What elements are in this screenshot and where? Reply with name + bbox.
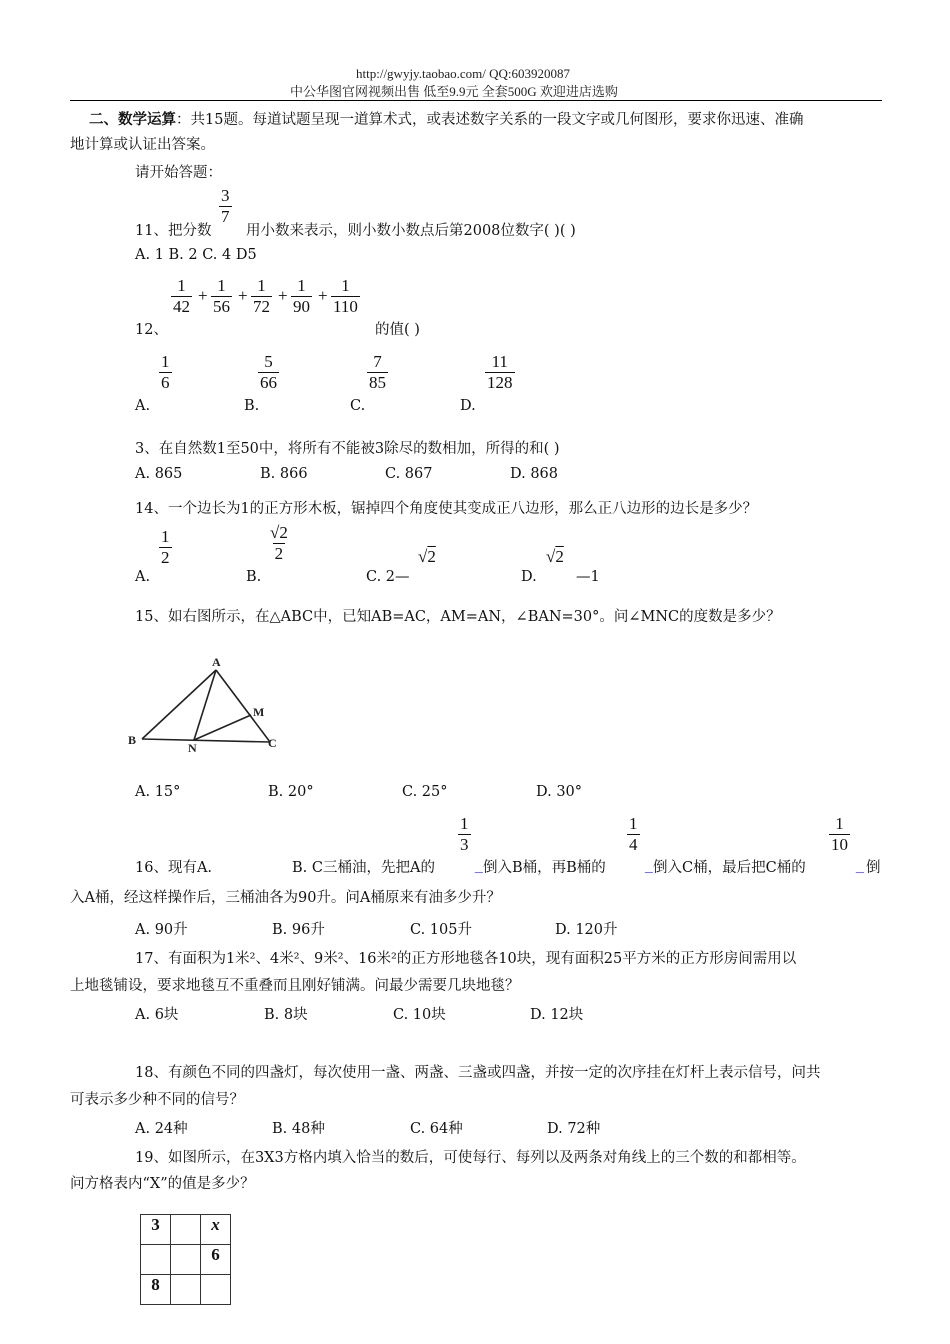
q16-part-3: 倒入B桶，再B桶的 — [483, 860, 606, 876]
q18-option-a: A. 24种 — [135, 1121, 188, 1137]
grid-row — [141, 1275, 231, 1305]
section-intro-line-2: 地计算或认证出答案。 — [70, 137, 215, 153]
grid-cell: 3 — [141, 1215, 171, 1245]
point-m-label: M — [253, 705, 265, 719]
sqrt-icon: √ — [418, 547, 428, 566]
q16-option-c: C. 105升 — [410, 922, 472, 938]
start-prompt: 请开始答题： — [135, 165, 222, 181]
vertex-b-label: B — [128, 733, 137, 747]
grid-cell: x — [201, 1215, 231, 1245]
q16-part-5: 倒 — [866, 860, 881, 876]
header-rule — [70, 100, 882, 101]
q17-option-d: D. 12块 — [530, 1007, 584, 1023]
q17-option-a: A. 6块 — [135, 1007, 179, 1023]
section-intro-line-1: 二、数学运算：共15题。每道试题呈现一道算术式，或表述数字关系的一段文字或几何图形，要求你迅速、准确 — [89, 111, 804, 128]
q14-opt-d-sqrt: √2 — [546, 547, 564, 566]
q14-opt-c-sqrt: √2 — [418, 547, 436, 566]
q16-line-2: 入A桶，经这样操作后，三桶油各为90升。问A桶原来有油多少升？ — [70, 890, 501, 906]
q14-text: 14、一个边长为1的正方形木板，锯掉四个角度使其变成正八边形，那么正八边形的边长是多少？ — [135, 501, 758, 517]
q12-plus-3: + — [278, 286, 288, 305]
q16-part-2: B. C三桶油，先把A的 — [292, 860, 435, 876]
q18-option-d: D. 72种 — [547, 1121, 601, 1137]
q12-opt-b-label: B. — [244, 398, 260, 414]
q12-opt-a-label: A. — [135, 398, 151, 414]
q11-prefix: 11、把分数 — [135, 223, 212, 239]
q16-option-b: B. 96升 — [272, 922, 325, 938]
vertex-a-label: A — [212, 655, 221, 669]
q18-line-1: 18、有颜色不同的四盏灯，每次使用一盏、两盏、三盏或四盏，并按一定的次序挂在灯杆上表示信号，问共 — [135, 1065, 821, 1081]
q14-opt-d-suffix: —1 — [576, 569, 600, 585]
q12-plus-2: + — [238, 286, 248, 305]
q12-frac-3: $\frac{1}{72}$ — [253, 276, 270, 316]
q12-frac-2: $\frac{1}{56}$ — [213, 276, 230, 316]
q14-opt-d-label: D. — [521, 569, 537, 585]
q16-blank-2: _ — [645, 857, 653, 873]
q16-part-1: 16、现有A. — [135, 860, 213, 876]
grid-cell — [171, 1275, 201, 1305]
q16-blank-1: _ — [475, 857, 483, 873]
q12-plus-1: + — [198, 286, 208, 305]
q13-option-a: A. 865 — [135, 466, 183, 482]
q16-option-a: A. 90升 — [135, 922, 188, 938]
q17-option-b: B. 8块 — [264, 1007, 308, 1023]
q12-text: 的值( ) — [375, 322, 420, 338]
grid-cell — [171, 1215, 201, 1245]
q12-frac-1: $\frac{1}{42}$ — [173, 276, 190, 316]
section-title: 二、数学运算 — [89, 111, 176, 128]
q15-option-b: B. 20° — [268, 784, 314, 800]
grid-row — [141, 1215, 231, 1245]
q15-text: 15、如右图所示，在△ABC中，已知AB=AC，AM=AN，∠BAN=30°。问∠MNC的度数是多少？ — [135, 609, 781, 625]
q14-opt-b-fraction: $\frac{√2}{2}$ — [270, 523, 288, 563]
q15-option-a: A. 15° — [135, 784, 181, 800]
q12-frac-4: $\frac{1}{90}$ — [293, 276, 310, 316]
q18-option-b: B. 48种 — [272, 1121, 325, 1137]
grid-row — [141, 1245, 231, 1275]
q13-option-c: C. 867 — [385, 466, 433, 482]
q17-line-2: 上地毯铺设，要求地毯互不重叠而且刚好铺满。问最少需要几块地毯？ — [70, 978, 520, 994]
vertex-c-label: C — [268, 736, 277, 750]
grid-cell — [141, 1245, 171, 1275]
q16-blank-3: _ — [856, 857, 864, 873]
header-line-2: 中公华图官网视频出售 低至9.9元 全套500G 欢迎进店选购 — [290, 84, 618, 99]
q18-option-c: C. 64种 — [410, 1121, 463, 1137]
q11-options: A. 1 B. 2 C. 4 D5 — [135, 247, 257, 263]
q14-opt-b-label: B. — [246, 569, 262, 585]
q12-frac-5: $\frac{1}{110}$ — [333, 276, 358, 316]
q16-fraction-1: $\frac{1}{3}$ — [460, 814, 469, 854]
q12-opt-c-fraction: $\frac{7}{85}$ — [369, 352, 386, 392]
point-n-label: N — [188, 741, 197, 755]
q13-option-d: D. 868 — [510, 466, 559, 482]
triangle-diagram — [120, 652, 295, 762]
q12-opt-b-fraction: $\frac{5}{66}$ — [260, 352, 277, 392]
q18-line-2: 可表示多少种不同的信号？ — [70, 1092, 244, 1108]
q12-opt-c-label: C. — [350, 398, 366, 414]
q12-opt-d-label: D. — [460, 398, 476, 414]
q11-text: 用小数来表示，则小数小数点后第2008位数字( )( ) — [246, 223, 576, 239]
q14-opt-a-fraction: $\frac{1}{2}$ — [161, 527, 170, 567]
q15-option-d: D. 30° — [536, 784, 583, 800]
q15-option-c: C. 25° — [402, 784, 448, 800]
q17-option-c: C. 10块 — [393, 1007, 446, 1023]
grid-cell — [171, 1245, 201, 1275]
q12-number: 12、 — [135, 322, 168, 338]
q13-option-b: B. 866 — [260, 466, 308, 482]
q19-line-1: 19、如图所示，在3X3方格内填入恰当的数后，可使每行、每列以及两条对角线上的三个数的和都相等。 — [135, 1150, 806, 1166]
q16-fraction-2: $\frac{1}{4}$ — [629, 814, 638, 854]
q16-fraction-3: $\frac{1}{10}$ — [831, 814, 848, 854]
q13-text: 3、在自然数1至50中，将所有不能被3除尽的数相加，所得的和( ) — [135, 441, 560, 457]
q12-plus-4: + — [318, 286, 328, 305]
q16-option-d: D. 120升 — [555, 922, 618, 938]
grid-cell: 6 — [201, 1245, 231, 1275]
q16-part-4: 倒入C桶，最后把C桶的 — [653, 860, 806, 876]
q19-line-2: 问方格表内“X”的值是多少？ — [70, 1176, 255, 1192]
q11-fraction: $\frac{3}{7}$ — [221, 186, 230, 226]
q12-opt-d-fraction: $\frac{11}{128}$ — [487, 352, 513, 392]
q14-opt-a-label: A. — [135, 569, 151, 585]
triangle-lines — [142, 670, 270, 742]
grid-cell: 8 — [141, 1275, 171, 1305]
sqrt-icon: √ — [270, 523, 280, 542]
q14-opt-c-label: C. 2— — [366, 569, 410, 585]
q12-opt-a-fraction: $\frac{1}{6}$ — [161, 352, 170, 392]
magic-square-grid — [140, 1214, 231, 1305]
sqrt-icon: √ — [546, 547, 556, 566]
header-line-1: http://gwyjy.taobao.com/ QQ:603920087 — [356, 66, 570, 81]
q17-line-1: 17、有面积为1米²、4米²、9米²、16米²的正方形地毯各10块，现有面积25平方米的正方形房间需用以 — [135, 951, 797, 967]
grid-cell — [201, 1275, 231, 1305]
